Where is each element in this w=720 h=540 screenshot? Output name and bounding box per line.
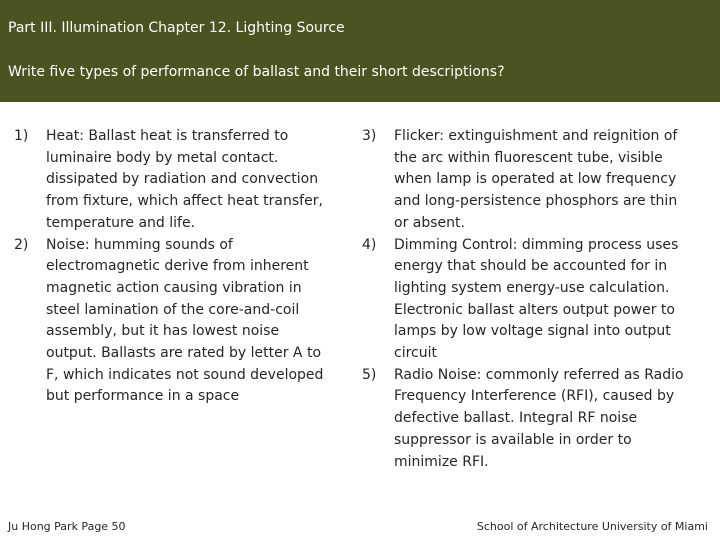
chapter-title: Part III. Illumination Chapter 12. Lighting Source <box>8 20 345 36</box>
list-item-text: Heat: Ballast heat is transferred to luminaire body by metal contact. dissipated by radiation and convection from fixture, which affect heat transfer, temperature and life. <box>46 128 323 231</box>
list-item-number: 5) <box>362 366 377 383</box>
performance-list-left <box>14 126 334 408</box>
right-column <box>362 126 692 473</box>
footer-author: Ju Hong Park Page 50 <box>8 520 126 533</box>
left-column <box>14 126 334 408</box>
footer-school: School of Architecture University of Miami <box>476 520 708 533</box>
list-item-radio-noise <box>362 365 692 474</box>
list-item-number: 4) <box>362 236 377 253</box>
list-item-heat <box>14 126 334 235</box>
list-item-text: Radio Noise: commonly referred as Radio Frequency Interference (RFI), caused by defective ballast. Integral RF noise suppressor is available in order to minimize RFI. <box>394 366 684 470</box>
question-text: Write five types of performance of ballast and their short descriptions? <box>8 64 505 80</box>
list-item-text: Noise: humming sounds of electromagnetic derive from inherent magnetic action causing vibration in steel lamination of the core-and-coil assembly, but it has lowest noise output. Ballasts are rated by letter A to F, which indicates not sound developed but performance in a space <box>46 236 324 405</box>
list-item-text: Flicker: extinguishment and reignition of the arc within fluorescent tube, visible when lamp is operated at low frequency and long-persistence phosphors are thin or absent. <box>394 128 678 231</box>
list-item-number: 3) <box>362 128 377 144</box>
list-item-dimming-control <box>362 235 692 365</box>
list-item-flicker <box>362 126 692 235</box>
list-item-number: 1) <box>14 128 29 144</box>
performance-list-right <box>362 126 692 473</box>
list-item-noise <box>14 235 334 409</box>
list-item-number: 2) <box>14 236 29 253</box>
list-item-text: Dimming Control: dimming process uses energy that should be accounted for in lighting system energy-use calculation. Electronic ballast alters output power to lamps by low voltage signal into output circuit <box>394 236 679 362</box>
slide-header <box>0 0 720 102</box>
